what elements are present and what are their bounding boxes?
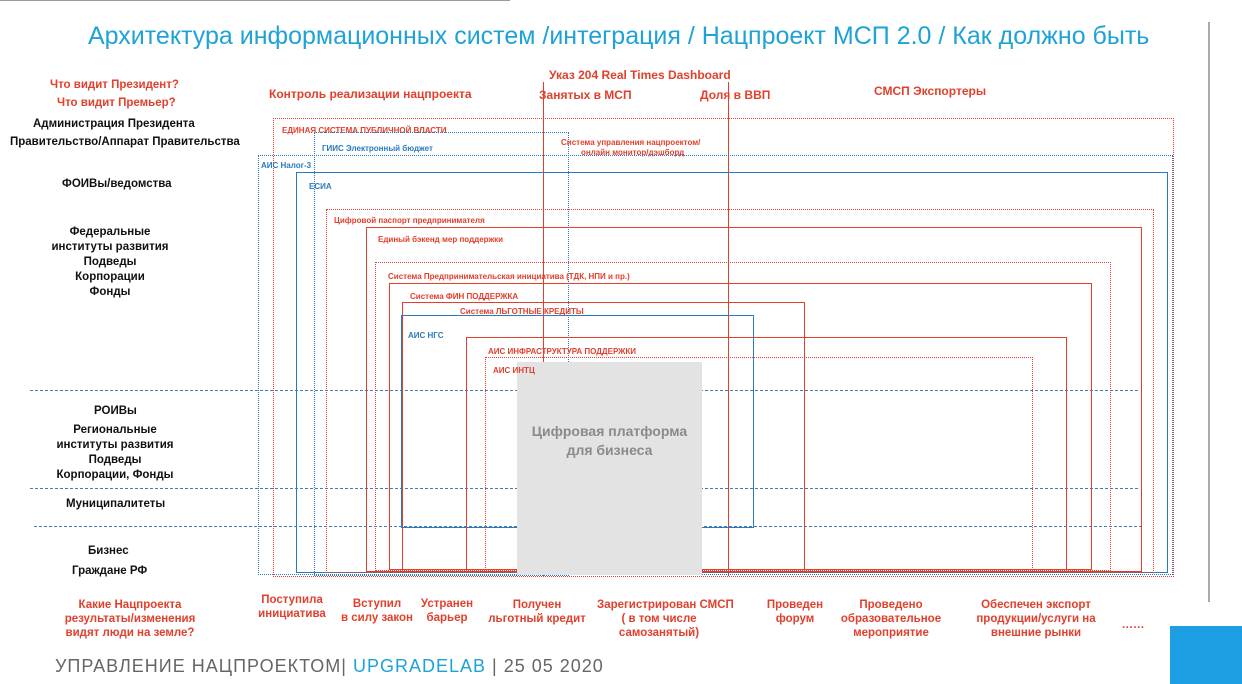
page-title: Архитектура информационных систем /интеграция / Нацпроект МСП 2.0 / Как должно быть bbox=[88, 22, 1150, 50]
label-budget: ГИИС Электронный бюджет bbox=[322, 144, 433, 153]
corner-accent bbox=[1170, 626, 1242, 684]
label-control: Контроль реализации нацпроекта bbox=[269, 87, 472, 101]
label-decree: Указ 204 Real Times Dashboard bbox=[549, 68, 731, 82]
label-monitor: Система управления нацпроектом/ онлайн монитор/дэшборд bbox=[561, 138, 701, 157]
label-ngs: АИС НГС bbox=[408, 331, 444, 340]
level-admin: Администрация Президента bbox=[33, 118, 195, 130]
right-rule bbox=[1208, 22, 1210, 602]
level-foiv: ФОИВы/ведомства bbox=[62, 178, 172, 190]
result-more: …… bbox=[1121, 619, 1145, 631]
question-president: Что видит Президент? bbox=[50, 79, 179, 91]
label-intc: АИС ИНТЦ bbox=[493, 366, 535, 375]
result-credit: Получен льготный кредит bbox=[488, 599, 586, 625]
level-regional: Региональные институты развития Подведы Корпорации, Фонды bbox=[56, 424, 174, 481]
level-federal: Федеральные институты развития Подведы Корпорации Фонды bbox=[51, 226, 169, 298]
level-gov: Правительство/Аппарат Правительства bbox=[10, 136, 240, 148]
level-citizens: Граждане РФ bbox=[72, 565, 148, 577]
label-passport: Цифровой паспорт предпринимателя bbox=[334, 216, 485, 225]
label-esia: ЕСИА bbox=[309, 182, 332, 191]
label-employed: Занятых в МСП bbox=[539, 88, 632, 102]
result-barrier: Устранен барьер bbox=[420, 598, 474, 624]
digital-platform bbox=[517, 362, 702, 575]
result-education: Проведено образовательное мероприятие bbox=[840, 599, 942, 639]
level-municipal: Муниципалитеты bbox=[66, 498, 166, 510]
label-exporters: СМСП Экспортеры bbox=[874, 84, 987, 98]
footer-date: | 25 05 2020 bbox=[492, 656, 604, 676]
question-results: Какие Нацпроекта результаты/изменения видят люди на земле? bbox=[64, 599, 196, 639]
label-fin: Система ФИН ПОДДЕРЖКА bbox=[410, 292, 519, 301]
label-infra: АИС ИНФРАСТРУКТУРА ПОДДЕРЖКИ bbox=[488, 347, 637, 356]
result-registered: Зарегистрирован СМСП ( в том числе самозанятый) bbox=[597, 599, 734, 639]
result-law: Вступил в силу закон bbox=[340, 598, 413, 624]
label-nalog: АИС Налог-3 bbox=[261, 161, 312, 170]
label-gdp: Доля в ВВП bbox=[700, 88, 771, 102]
digital-platform-label: Цифровая платформа для бизнеса bbox=[531, 423, 688, 458]
level-business: Бизнес bbox=[88, 545, 129, 557]
label-public-power: ЕДИНАЯ СИСТЕМА ПУБЛИЧНОЙ ВЛАСТИ bbox=[282, 126, 447, 135]
footer-left: УПРАВЛЕНИЕ НАЦПРОЕКТОМ| bbox=[55, 656, 347, 676]
label-credit: Система ЛЬГОТНЫЕ КРЕДИТЫ bbox=[460, 307, 584, 316]
footer bbox=[55, 656, 604, 677]
result-initiative: Поступила инициатива bbox=[258, 594, 326, 620]
footer-brand: UPGRADELAB bbox=[352, 656, 487, 676]
label-initiative: Система Предпринимательская инициатива (ТДК, НПИ и пр.) bbox=[388, 272, 630, 281]
top-rule bbox=[0, 0, 510, 1]
label-backend: Единый бэкенд мер поддержки bbox=[378, 235, 504, 244]
level-roiv: РОИВы bbox=[94, 405, 137, 417]
question-premier: Что видит Премьер? bbox=[57, 97, 176, 109]
result-forum: Проведен форум bbox=[766, 599, 824, 625]
result-export: Обеспечен экспорт продукции/услуги на внешние рынки bbox=[976, 599, 1096, 639]
